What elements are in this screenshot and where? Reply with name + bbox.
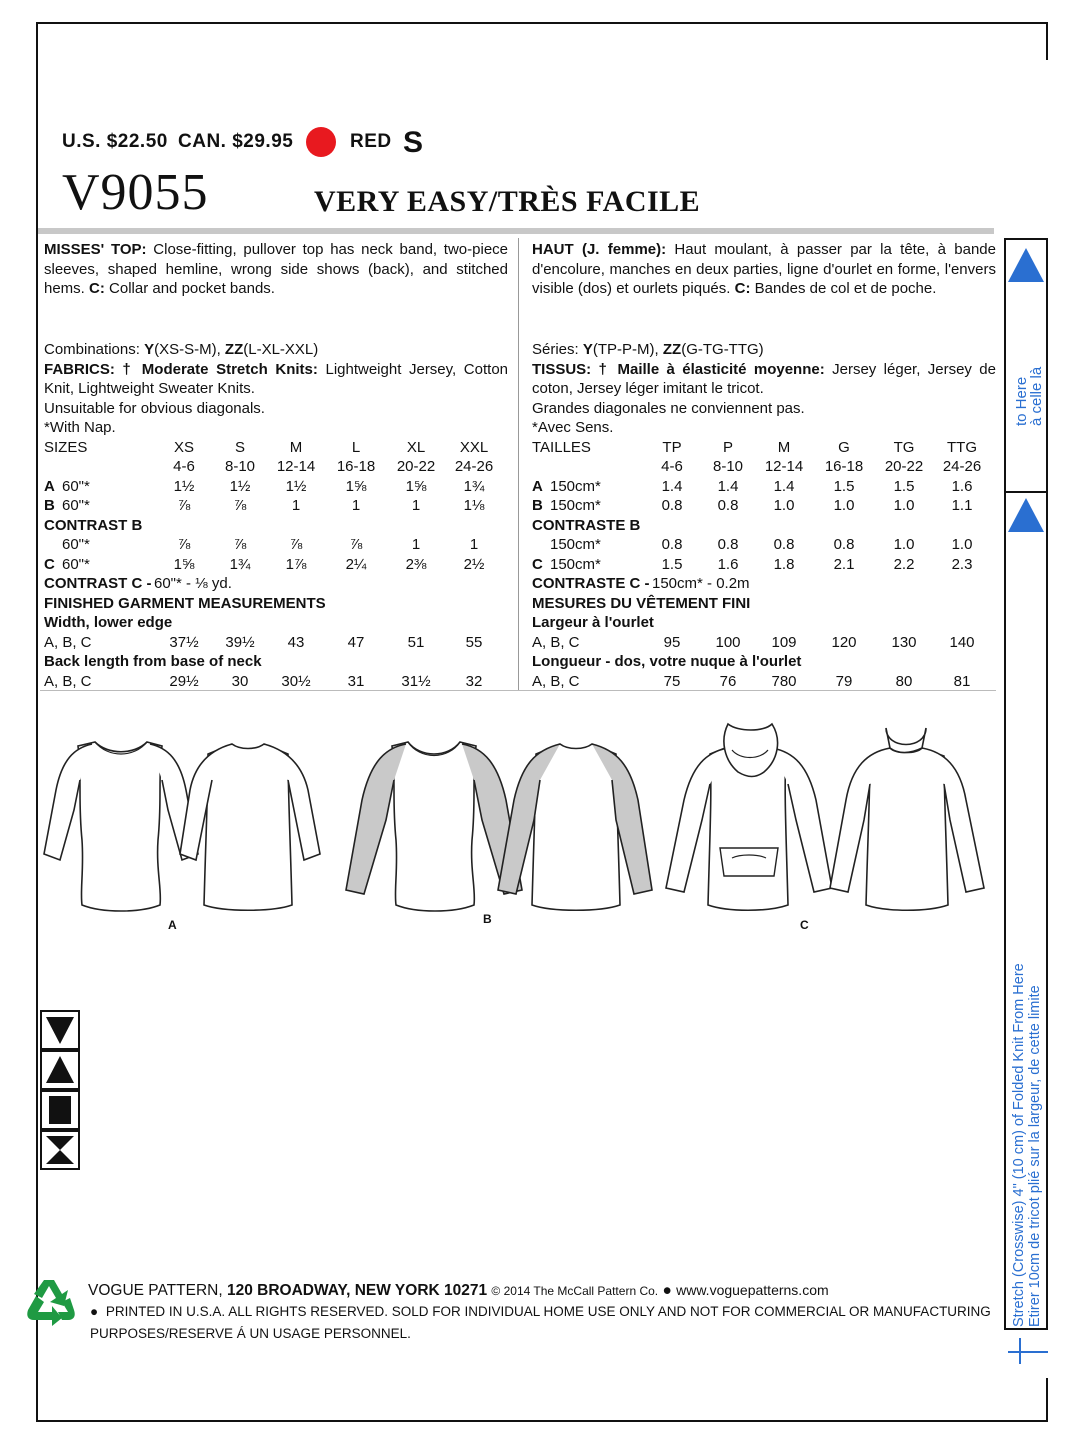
en-row-a-cell: 1¾	[463, 477, 485, 495]
en-back-heading: Back length from base of neck	[44, 653, 262, 670]
fr-sizes-row-cell: TG	[893, 438, 915, 456]
en-size-numbers-row-cell: 4-6	[173, 458, 195, 475]
fr-size-numbers-row-cell: 4-6	[661, 458, 683, 475]
footer-address: 120 BROADWAY, NEW YORK 10271	[226, 1282, 488, 1299]
fr-row-a-width: 150cm*	[550, 477, 601, 495]
fr-fabrics: Jersey léger, Jersey de coton, Jersey léger imitant le tricot.	[532, 360, 996, 397]
can-price: CAN. $29.95	[178, 131, 294, 152]
en-size-numbers-row-cell: 20-22	[396, 458, 436, 475]
fr-row-contrast-b-cell: 1.0	[893, 536, 915, 553]
difficulty-label: VERY EASY/TRÈS FACILE	[314, 185, 701, 218]
fr-back-row-cell: 79	[835, 672, 853, 690]
en-row-c-cell: 1¾	[229, 555, 251, 573]
frame-right-top	[1046, 22, 1048, 60]
fr-width-heading: Largeur à l'ourlet	[532, 614, 654, 631]
footer-line-1	[88, 1282, 829, 1300]
bullet-icon: ●	[90, 1304, 99, 1319]
footer-rights-2: PURPOSES/RESERVE Á UN USAGE PERSONNEL.	[90, 1326, 411, 1341]
fr-row-b	[532, 496, 996, 516]
en-combo-y: Y	[144, 341, 155, 358]
column-divider	[518, 238, 519, 690]
en-row-b-cell: ⅞	[177, 497, 191, 514]
en-row-c-cell: 2½	[463, 555, 485, 573]
fr-description-c-label: C:	[734, 280, 751, 297]
fr-row-b-cell: 1.0	[773, 497, 795, 514]
recycle-icon	[24, 1276, 78, 1328]
footer-line-2	[90, 1304, 991, 1319]
en-nap: *With Nap.	[44, 419, 116, 436]
en-row-a-cell: 1½	[173, 477, 195, 495]
arrow-up-icon-bottom	[1008, 498, 1044, 532]
fr-row-c-cell: 2.2	[893, 555, 915, 573]
view-c-back	[830, 728, 984, 910]
en-back-row-cell: 32	[465, 672, 483, 690]
en-row-c-width: 60"*	[62, 555, 90, 573]
en-width-row-cell: 39½	[225, 633, 255, 651]
fr-row-b-label: B	[532, 497, 543, 514]
en-row-contrast-b	[44, 535, 508, 555]
view-a-back	[180, 744, 320, 910]
en-sizes-row	[44, 438, 508, 458]
fr-row-contrast-b	[532, 535, 996, 555]
en-row-b-cell: 1	[291, 497, 301, 514]
strip-long-fr: Etirer 10cm de tricot plié sur la largeur, de cette limite	[1027, 985, 1043, 1327]
fr-row-c-cell: 1.6	[717, 555, 739, 573]
en-width-row-cell: 51	[407, 633, 425, 651]
en-row-contrast-b-cell: 1	[469, 536, 479, 553]
header-rule	[38, 228, 994, 234]
view-b-front	[346, 742, 522, 911]
size-letter: S	[403, 126, 424, 159]
en-combo-y-sizes: (XS-S-M),	[154, 341, 221, 358]
frame-right-bottom	[1046, 1378, 1048, 1422]
fr-nap: *Avec Sens.	[532, 419, 614, 436]
en-row-c-cell: 1⅝	[173, 555, 195, 573]
fr-row-a-cell: 1.5	[893, 477, 915, 495]
en-sizes-row-cell: XL	[406, 438, 426, 456]
french-column	[532, 240, 996, 691]
fr-width-row-cell: 95	[663, 633, 681, 651]
fr-combo-zz: ZZ	[662, 341, 682, 358]
fr-size-numbers-row-cell: 12-14	[764, 458, 804, 475]
en-row-a	[44, 477, 508, 497]
en-sizes-row-cell: S	[234, 438, 245, 456]
fr-sizes-row-cell: P	[722, 438, 733, 456]
arrow-up-icon-top	[1008, 248, 1044, 282]
fr-contrast-b-heading: CONTRASTE B	[532, 516, 641, 534]
en-row-contrast-b-cell: ⅞	[177, 536, 191, 553]
en-combo-zz-sizes: (L-XL-XXL)	[243, 341, 319, 358]
fr-width-row-cell: 109	[771, 633, 797, 651]
fr-back-row-cell: 780	[771, 672, 797, 690]
fr-contrast-c-value: 150cm* - 0.2m	[652, 575, 750, 592]
en-row-a-cell: 1½	[285, 477, 307, 495]
fr-width-row-cell: 100	[715, 633, 741, 651]
fr-back-row-cell: 80	[895, 672, 913, 690]
en-row-contrast-b-cell: 1	[411, 536, 421, 553]
en-row-a-cell: 1½	[229, 477, 251, 495]
en-back-row-cell: 31	[347, 672, 365, 690]
footer-rights-1: PRINTED IN U.S.A. ALL RIGHTS RESERVED. SOLD FOR INDIVIDUAL HOME USE ONLY AND NOT FOR COMMERCIAL OR MANUFACTURING	[105, 1304, 991, 1319]
en-combo-zz: ZZ	[224, 341, 244, 358]
view-c-front	[666, 724, 832, 910]
pattern-number: V9055	[62, 164, 209, 221]
garment-illustrations	[40, 720, 1000, 940]
en-row-b-width: 60"*	[62, 497, 90, 514]
en-contrast-c	[44, 574, 508, 594]
square-icon	[40, 1090, 80, 1130]
fr-combo-y-sizes: (TP-P-M),	[592, 341, 659, 358]
fr-sizes-row-cell: TTG	[947, 438, 977, 456]
en-row-b-cell: ⅞	[233, 497, 247, 514]
en-width-row-cell: 43	[287, 633, 305, 651]
en-row-a-cell: 1⅝	[405, 477, 427, 495]
en-row-a-cell: 1⅝	[345, 477, 367, 495]
fr-row-b-width: 150cm*	[550, 497, 601, 514]
fr-row-c-cell: 2.1	[833, 555, 855, 573]
en-contrast-b-heading: CONTRAST B	[44, 516, 143, 534]
fr-sizes-row-cell: G	[838, 438, 850, 456]
en-size-numbers-row-cell: 8-10	[224, 458, 256, 475]
triangle-down-icon	[40, 1010, 80, 1050]
en-yardage-table	[44, 438, 508, 692]
en-row-b-label: B	[44, 497, 55, 514]
en-back-row-cell: 30½	[281, 672, 311, 690]
en-description-label: MISSES' TOP:	[44, 241, 147, 258]
view-c-label: C	[800, 918, 809, 932]
fr-width-row-cell: 130	[891, 633, 917, 651]
fr-size-numbers-row-cell: 24-26	[942, 458, 982, 475]
fr-row-contrast-b-width: 150cm*	[550, 536, 601, 553]
en-sizes-row-cell: XXL	[459, 438, 489, 456]
en-row-a-width: 60"*	[62, 477, 90, 495]
color-dot	[306, 127, 336, 157]
en-row-b-cell: 1⅛	[463, 497, 485, 514]
bullet-icon: ●	[662, 1282, 672, 1299]
fr-row-c-cell: 1.8	[773, 555, 795, 573]
en-back-row-cell: 30	[231, 672, 249, 690]
en-row-c-label: C	[44, 555, 55, 573]
en-width-row-cell: 47	[347, 633, 365, 651]
fr-width-row-label: A, B, C	[532, 633, 580, 651]
en-row-b	[44, 496, 508, 516]
fr-row-b-cell: 1.0	[893, 497, 915, 514]
stretch-gauge-strip	[1004, 238, 1048, 1330]
fr-sizes-row-cell: TP	[662, 438, 682, 456]
en-sizes-row-label: SIZES	[44, 438, 88, 456]
en-row-c-cell: 2¼	[345, 555, 367, 573]
en-row-contrast-b-cell: ⅞	[233, 536, 247, 553]
fr-row-c-cell: 1.5	[661, 555, 683, 573]
en-row-c-cell: 2⅜	[405, 555, 427, 573]
fr-row-contrast-b-cell: 0.8	[661, 536, 683, 553]
footer-company: VOGUE PATTERN,	[88, 1282, 223, 1299]
fr-size-numbers-row	[532, 457, 996, 477]
fr-row-c-label: C	[532, 555, 543, 573]
en-width-row-label: A, B, C	[44, 633, 92, 651]
fr-row-contrast-b-cell: 0.8	[717, 536, 739, 553]
strip-top-en: to Here	[1013, 376, 1030, 426]
fr-width-row	[532, 633, 996, 653]
en-row-c	[44, 555, 508, 575]
fr-row-b-cell: 1.0	[833, 497, 855, 514]
fr-row-a-cell: 1.5	[833, 477, 855, 495]
view-b-label: B	[483, 912, 492, 926]
en-contrast-c-value: 60"* - ⅛ yd.	[154, 575, 232, 592]
fr-finished-heading: MESURES DU VÊTEMENT FINI	[532, 594, 751, 612]
en-row-contrast-b-width: 60"*	[62, 536, 90, 553]
hourglass-icon	[40, 1130, 80, 1170]
fr-combinations-prefix: Séries:	[532, 341, 579, 358]
strip-top-fr: à celle là	[1028, 366, 1045, 426]
fr-contrast-c	[532, 574, 996, 594]
fr-back-row	[532, 672, 996, 692]
fr-row-c-cell: 2.3	[951, 555, 973, 573]
en-sizes-row-cell: M	[289, 438, 303, 456]
en-sizes-row-cell: XS	[173, 438, 194, 456]
en-row-c-cell: 1⅞	[285, 555, 307, 573]
en-width-row	[44, 633, 508, 653]
color-label: RED	[350, 131, 392, 152]
en-row-b-cell: 1	[351, 497, 361, 514]
fr-row-b-cell: 0.8	[661, 497, 683, 514]
fr-row-a-label: A	[532, 477, 543, 495]
en-size-numbers-row-cell: 12-14	[276, 458, 316, 475]
fr-row-contrast-b-cell: 1.0	[951, 536, 973, 553]
fr-combo-zz-sizes: (G-TG-TTG)	[681, 341, 764, 358]
fr-back-row-label: A, B, C	[532, 672, 580, 690]
fr-fabrics-label: TISSUS: † Maille à élasticité moyenne:	[532, 360, 825, 378]
fr-back-row-cell: 76	[719, 672, 737, 690]
en-sizes-row-cell: L	[351, 438, 361, 456]
fr-row-a	[532, 477, 996, 497]
fr-row-b-cell: 1.1	[951, 497, 973, 514]
en-back-row	[44, 672, 508, 692]
fr-sizes-row-cell: M	[777, 438, 791, 456]
fr-description-c: Bandes de col et de poche.	[754, 280, 937, 297]
en-fabrics-label: FABRICS: † Moderate Stretch Knits:	[44, 360, 318, 378]
en-contrast-c-label: CONTRAST C -	[44, 575, 152, 592]
en-size-numbers-row	[44, 457, 508, 477]
fr-contrast-c-label: CONTRASTE C -	[532, 575, 650, 592]
fr-row-a-cell: 1.6	[951, 477, 973, 495]
fr-combo-y: Y	[582, 341, 593, 358]
strip-end-marker	[1008, 1336, 1048, 1366]
fr-back-row-cell: 75	[663, 672, 681, 690]
fr-back-heading: Longueur - dos, votre nuque à l'ourlet	[532, 653, 802, 670]
en-size-numbers-row-cell: 16-18	[336, 458, 376, 475]
fr-row-b-cell: 0.8	[717, 497, 739, 514]
fr-sizes-row	[532, 438, 996, 458]
fr-row-a-cell: 1.4	[661, 477, 683, 495]
triangle-up-icon	[40, 1050, 80, 1090]
fr-size-numbers-row-cell: 8-10	[712, 458, 744, 475]
fr-size-numbers-row-cell: 16-18	[824, 458, 864, 475]
en-back-row-label: A, B, C	[44, 672, 92, 690]
fr-unsuitable: Grandes diagonales ne conviennent pas.	[532, 399, 805, 417]
en-size-numbers-row-cell: 24-26	[454, 458, 494, 475]
en-back-row-cell: 31½	[401, 672, 431, 690]
en-row-b-cell: 1	[411, 497, 421, 514]
fr-description-label: HAUT (J. femme):	[532, 241, 667, 258]
en-finished-heading: FINISHED GARMENT MEASUREMENTS	[44, 594, 326, 612]
en-description-c: Collar and pocket bands.	[109, 280, 275, 297]
en-row-contrast-b-cell: ⅞	[289, 536, 303, 553]
fr-width-row-cell: 120	[831, 633, 857, 651]
fr-row-a-cell: 1.4	[773, 477, 795, 495]
en-back-row-cell: 29½	[169, 672, 199, 690]
en-width-heading: Width, lower edge	[44, 614, 173, 631]
fr-row-a-cell: 1.4	[717, 477, 739, 495]
fr-sizes-row-label: TAILLES	[532, 438, 591, 456]
fr-description: Haut moulant, à passer par la tête, à bande d'encolure, manches en deux parties, ligne d'ourlet en forme, l'envers visible (dos) et ourlets piqués.	[532, 241, 996, 297]
en-description: Close-fitting, pullover top has neck band, two-piece sleeves, shaped hemline, wrong side shows (back), and stitched hems.	[44, 241, 508, 297]
fr-row-contrast-b-cell: 0.8	[833, 536, 855, 553]
en-row-contrast-b-cell: ⅞	[349, 536, 363, 553]
en-row-a-label: A	[44, 477, 55, 495]
en-unsuitable: Unsuitable for obvious diagonals.	[44, 399, 265, 417]
fr-size-numbers-row-cell: 20-22	[884, 458, 924, 475]
en-width-row-cell: 55	[465, 633, 483, 651]
footer-copyright: © 2014 The McCall Pattern Co.	[491, 1284, 659, 1298]
fr-row-c-width: 150cm*	[550, 555, 601, 573]
footer-website: www.voguepatterns.com	[676, 1282, 829, 1298]
english-column	[44, 240, 508, 691]
en-description-c-label: C:	[89, 280, 105, 297]
fr-back-row-cell: 81	[953, 672, 971, 690]
fr-yardage-table	[532, 438, 996, 692]
fr-row-contrast-b-cell: 0.8	[773, 536, 795, 553]
en-fabrics: Lightweight Jersey, Cotton Knit, Lightweight Sweater Knits.	[44, 360, 509, 397]
en-width-row-cell: 37½	[169, 633, 199, 651]
view-a-label: A	[168, 918, 177, 932]
view-a-front	[44, 742, 198, 911]
strip-long-en: Stretch (Crosswise) 4" (10 cm) of Folded Knit From Here	[1011, 963, 1027, 1327]
fr-width-row-cell: 140	[949, 633, 975, 651]
us-price: U.S. $22.50	[62, 131, 168, 152]
en-combinations-prefix: Combinations:	[44, 341, 140, 358]
fr-row-c	[532, 555, 996, 575]
